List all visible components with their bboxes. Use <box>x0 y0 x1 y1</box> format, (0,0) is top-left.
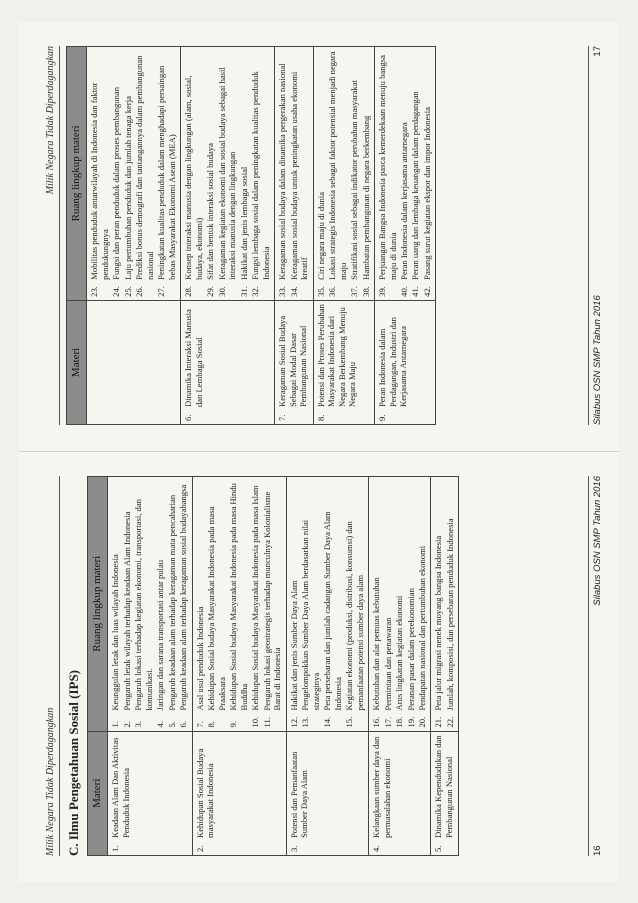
header-ruang-lingkup: Ruang lingkup materi <box>88 476 108 731</box>
page-number: 17 <box>592 45 603 57</box>
scope-item-text: Peta persebaran dan jumlah cadangan Sumber Daya Alam Indonesia <box>322 510 343 711</box>
scope-item <box>289 50 310 297</box>
scope-item-number: 1. <box>110 720 121 728</box>
scope-item-number: 17. <box>382 716 393 728</box>
running-head: Milik Negara Tidak Diperdagangkan <box>45 46 60 425</box>
materi-cell <box>286 731 368 855</box>
scope-item <box>383 480 393 728</box>
scope-item <box>344 480 365 728</box>
scope-item <box>399 50 409 297</box>
table-row <box>87 46 181 424</box>
scope-item-number: 21. <box>433 716 444 728</box>
scope-item-text: Peran uang dan lembaga keuangan dalam perdagangan <box>410 90 421 280</box>
scope-item-text: Arus lingkaran kegiatan ekonomi <box>394 595 405 711</box>
scope-item <box>228 480 249 728</box>
materi-number: 8. <box>315 414 326 421</box>
scope-item-text: Pengaruh lokasi terhadap kegiatan ekonomi, transportasi, dan komunikasi. <box>133 498 154 711</box>
scope-item <box>167 480 177 728</box>
scope-cell <box>181 46 275 300</box>
materi-number: 4. <box>371 845 382 852</box>
scope-item-text: Kehidupan Sosial budaya Masyarakat Indonesia pada masa Praaksara <box>206 506 227 711</box>
materi-cell <box>431 731 459 855</box>
scope-item-number: 11. <box>261 716 272 728</box>
scope-item-number: 39. <box>377 285 388 297</box>
materi-topic <box>195 734 216 851</box>
scope-cell <box>108 476 192 731</box>
scope-item-text: Hakikat dan jenis Sumber Daya Alam <box>288 579 299 711</box>
scope-item <box>122 480 132 728</box>
materi-topic <box>371 734 392 851</box>
materi-title: Potensi dan Pemanfaatan Sumber Daya Alam <box>288 751 310 838</box>
table-row <box>286 476 368 855</box>
scope-item-number: 38. <box>360 285 371 297</box>
scope-item-number: 29. <box>205 285 216 297</box>
scope-item <box>133 480 154 728</box>
scope-item-text: Pendapatan nasional dan pertumbuhan ekonomi <box>417 545 427 711</box>
materi-number: 5. <box>433 845 444 852</box>
scope-item-number: 22. <box>444 716 455 728</box>
table-row <box>431 476 459 855</box>
scope-item <box>217 50 238 297</box>
scope-item-text: Pengelompokkan Sumber Daya Alam berdasarkan nilai strateginya <box>300 519 321 711</box>
scope-item-text: Konsep interaksi manusia dengan lingkungan (alam, sosial, budaya, ekonomi) <box>183 75 204 280</box>
scope-item-number: 40. <box>399 285 409 297</box>
scope-item-text: Peta jalur migrasi nenek moyang bangsa Indonesia <box>433 535 444 711</box>
scope-item <box>111 50 121 297</box>
scope-item-number: 12. <box>288 716 299 728</box>
scope-item <box>183 50 204 297</box>
scope-item-text: Sifat dan bentuk interaksi sosial budaya <box>205 142 216 280</box>
scope-item <box>316 50 326 297</box>
scope-item <box>250 50 271 297</box>
scope-item-text: Mobilitas penduduk antarwilayah di Indonesia dan faktor pendukungnya <box>89 82 110 280</box>
footer-source: Silabus OSN SMP Tahun 2016 <box>592 294 603 425</box>
table-row <box>108 476 192 855</box>
materi-title: Dinamika Kependudukan dan Pembangunan Nasional <box>433 734 454 838</box>
scope-item <box>155 480 165 728</box>
scope-item <box>410 50 420 297</box>
scope-cell <box>313 46 374 300</box>
table-row <box>192 476 286 855</box>
scope-item-number: 15. <box>344 716 355 728</box>
scope-item-text: Peran Indonesia dalam kerjasama antarnegara <box>399 121 409 280</box>
materi-title: Potensi dan Proses Perubahan Masyarakat Indonesia dari Negara Berkembang Menuju Negara Maju <box>315 303 358 407</box>
scope-item-number: 16. <box>371 716 382 728</box>
materi-topic <box>277 303 308 420</box>
scope-item-number: 3. <box>133 720 144 728</box>
materi-topic <box>316 303 358 420</box>
scope-item-text: Lokasi strategis Indonesia sebagai faktor potensial menjadi negara maju <box>327 50 348 280</box>
materi-topic <box>377 303 408 420</box>
syllabus-table <box>66 46 436 425</box>
scope-item-text: Jumlah, komposisi, dan persebaran penduduk Indonesia <box>444 517 455 711</box>
scope-item <box>300 480 321 728</box>
scope-item-number: 10. <box>250 716 261 728</box>
scope-item <box>417 480 427 728</box>
materi-cell <box>192 731 286 855</box>
scope-item-text: Permintaan dan penawaran <box>382 616 393 711</box>
table-row <box>369 476 431 855</box>
scope-item <box>178 480 188 728</box>
materi-cell <box>369 731 431 855</box>
materi-topic <box>433 734 454 851</box>
scope-item-number: 33. <box>277 285 288 297</box>
scope-item-text: Kehidupan Sosial budaya Masyarakat Indonesia pada masa Islam <box>250 484 261 711</box>
scope-item <box>277 50 287 297</box>
materi-cell <box>181 300 275 424</box>
syllabus-table <box>87 476 459 856</box>
scope-item-number: 27. <box>156 285 167 297</box>
scope-item <box>289 480 299 728</box>
scope-item-number: 28. <box>183 285 194 297</box>
scope-item-number: 6. <box>178 720 189 728</box>
scope-cell <box>431 476 459 731</box>
scope-item-number: 34. <box>288 285 299 297</box>
materi-number: 3. <box>288 845 299 852</box>
scope-item-text: Pengaruh keadaan alam terhadap keragaman mata pencaharian <box>166 494 177 711</box>
scope-item-number: 5. <box>166 720 177 728</box>
table-body <box>108 476 459 855</box>
scope-item-text: Peningkatan kualitas penduduk dalam menghadapi persaingan bebas Masyarakat Ekonomi Asean (MEA) <box>156 65 177 280</box>
scope-item-text: Asal usul penduduk Indonesia <box>194 606 205 711</box>
scope-item-number: 19. <box>405 716 416 728</box>
scope-item-text: Kegiatan ekonomi (produksi, distribusi, konsumsi) dan pemanfaatan potensi sumber daya alam <box>344 520 365 711</box>
scope-item-number: 13. <box>300 716 311 728</box>
scope-item-number: 32. <box>250 285 261 297</box>
scope-item-number: 24. <box>111 285 122 297</box>
table-body <box>87 46 436 424</box>
scope-item-text: Perjuangan Bangsa Indonesia pasca kemerdekaan menuju bangsa maju di dunia <box>377 54 398 280</box>
right-page <box>19 22 619 452</box>
scope-item-number: 4. <box>155 720 166 728</box>
scope-cell <box>192 476 286 731</box>
scope-item-number: 37. <box>349 285 360 297</box>
scope-item <box>422 50 432 297</box>
table-row <box>181 46 275 424</box>
materi-title: Dinamika Interaksi Manusia dan Lembaga Sosial <box>183 308 204 407</box>
materi-topic <box>183 303 204 420</box>
left-page <box>19 452 619 882</box>
header-materi: Materi <box>88 731 108 855</box>
scope-cell <box>369 476 431 731</box>
scope-item-text: Jaringan dan sarana transportasi antar pulau <box>155 559 166 711</box>
scope-item-number: 7. <box>194 720 205 728</box>
materi-number: 6. <box>183 414 194 421</box>
scope-item <box>327 50 348 297</box>
page-footer <box>588 46 603 425</box>
scope-item <box>239 50 249 297</box>
materi-cell <box>275 300 313 424</box>
scope-item-text: Ciri negara maju di dunia <box>315 191 326 280</box>
scope-item-number: 25. <box>122 285 133 297</box>
scope-item <box>123 50 133 297</box>
materi-number: 9. <box>377 414 388 421</box>
materi-cell <box>87 300 181 424</box>
scope-item-number: 14. <box>322 716 333 728</box>
materi-cell <box>313 300 374 424</box>
materi-title: Keadaan Alam Dan Aktivitas Penduduk Indonesia <box>110 737 131 838</box>
table-row <box>375 46 436 424</box>
materi-title: Peran Indonesia dalam Perdagangan, Industri dan Kerjasama Antarnegara <box>377 316 408 407</box>
materi-topic <box>110 734 131 851</box>
footer-source: Silabus OSN SMP Tahun 2016 <box>592 475 603 606</box>
page-number: 16 <box>592 844 603 856</box>
scope-item <box>134 50 155 297</box>
table-row <box>313 46 374 424</box>
scope-item-number: 26. <box>134 285 145 297</box>
scope-item-number: 23. <box>89 285 100 297</box>
scope-item <box>205 50 215 297</box>
materi-number: 7. <box>277 414 288 421</box>
scope-item-number: 9. <box>228 720 239 728</box>
materi-cell <box>375 300 436 424</box>
scope-item-text: Kehidupan Sosial budaya Masyarakat Indonesia pada masa Hindu Buddha <box>228 482 249 711</box>
scope-item-text: Stratifikasi sosial sebagai indikator perubahan masyarakat <box>349 79 360 280</box>
scope-item-number: 18. <box>394 716 405 728</box>
materi-title: Kehidupan Sosial Budaya masyarakat Indonesia <box>194 748 216 838</box>
scope-item <box>394 480 404 728</box>
section-title: C. Ilmu Pengetahuan Sosial (IPS) <box>66 669 81 856</box>
scope-item-number: 8. <box>206 720 217 728</box>
scope-item <box>206 480 227 728</box>
scope-item <box>322 480 343 728</box>
scope-item-number: 31. <box>238 285 249 297</box>
scope-item-text: Keragaman kegiatan ekonomi dan sosial budaya sebagai hasil interaksi manusia dengan lingkungan <box>216 66 238 280</box>
scope-item-text: Fungsi lembaga sosial dalam peningkatan kualitas penduduk Indonesia <box>250 70 271 280</box>
header-materi: Materi <box>67 300 87 424</box>
materi-number: 1. <box>110 845 121 852</box>
scope-item-text: Hakikat dan jenis lembaga sosial <box>238 166 249 280</box>
scope-cell <box>275 46 313 300</box>
scope-item-number: 2. <box>121 720 132 728</box>
scope-item <box>433 480 443 728</box>
scope-item-text: Keragaman sosial budaya dalam dinamika pergerakan nasional <box>277 62 288 280</box>
scope-item-text: Keunggulan letak dan luas wilayah Indonesia <box>110 553 121 711</box>
page-footer <box>588 476 603 856</box>
scope-item-text: Pengaruh lokasi geostrategis terhadap munculnya Kolonialisme Barat di Indonesia <box>261 491 283 711</box>
scope-item <box>349 50 359 297</box>
scope-item <box>195 480 205 728</box>
scope-item <box>371 480 381 728</box>
scope-item <box>156 50 177 297</box>
scope-item <box>445 480 455 728</box>
scope-cell <box>286 476 368 731</box>
scope-item-number: 35. <box>315 285 326 297</box>
scope-item <box>262 480 283 728</box>
scope-item-text: Hambatan pembangunan di negara berkembang <box>360 115 371 280</box>
scope-item-text: Prediksi bonus demografi dan tantangannya dalam pembangunan nasional <box>134 54 155 280</box>
scope-item-text: Kebutuhan dan alat pemuas kebutuhan <box>371 576 382 711</box>
scope-item-text: Pengaruh keadaan alam terhadap keragaman sosial budayabangsa <box>178 484 189 711</box>
scope-cell <box>375 46 436 300</box>
scope-item-number: 41. <box>410 285 421 297</box>
scope-item <box>89 50 110 297</box>
running-head: Milik Negara Tidak Diperdagangkan <box>45 476 60 856</box>
table-row <box>275 46 313 424</box>
scope-item <box>250 480 260 728</box>
materi-title: Keragaman Sosial Budaya Sebagai Modal Dasar Pembangunan Nasional <box>277 315 309 407</box>
scope-item-number: 36. <box>327 285 338 297</box>
materi-number: 2. <box>194 845 205 852</box>
scope-item-number: 42. <box>421 285 432 297</box>
scope-item-number: 30. <box>216 285 227 297</box>
scope-item-number: 20. <box>417 716 427 728</box>
scope-item-text: Keragaman sosial budaya untuk peningkatan usaha ekonomi kreatif <box>288 71 310 280</box>
scope-item <box>361 50 371 297</box>
scope-item-text: Laju pertumbuhan penduduk dan jumlah tenaga kerja <box>122 95 133 280</box>
scope-item-text: Peranan pasar dalam perekonomian <box>405 587 416 711</box>
book-spread <box>19 22 619 882</box>
header-ruang-lingkup: Ruang lingkup materi <box>67 46 87 300</box>
scope-item-text: Fungsi dan peran penduduk dalam proses pembangunan <box>111 86 122 280</box>
scope-item-text: Pengaruh letak wilayah terhadap keadaan Alam Indonesia <box>121 511 132 711</box>
scope-item <box>377 50 398 297</box>
scope-cell <box>87 46 181 300</box>
scope-item <box>110 480 120 728</box>
materi-cell <box>108 731 192 855</box>
scope-item-text: Pasang surut kegiatan ekspor dan impor Indonesia <box>421 106 432 280</box>
scope-item <box>406 480 416 728</box>
materi-title: Kelangkaan sumber daya dan permasalahan ekonomi <box>371 736 392 838</box>
materi-topic <box>289 734 310 851</box>
